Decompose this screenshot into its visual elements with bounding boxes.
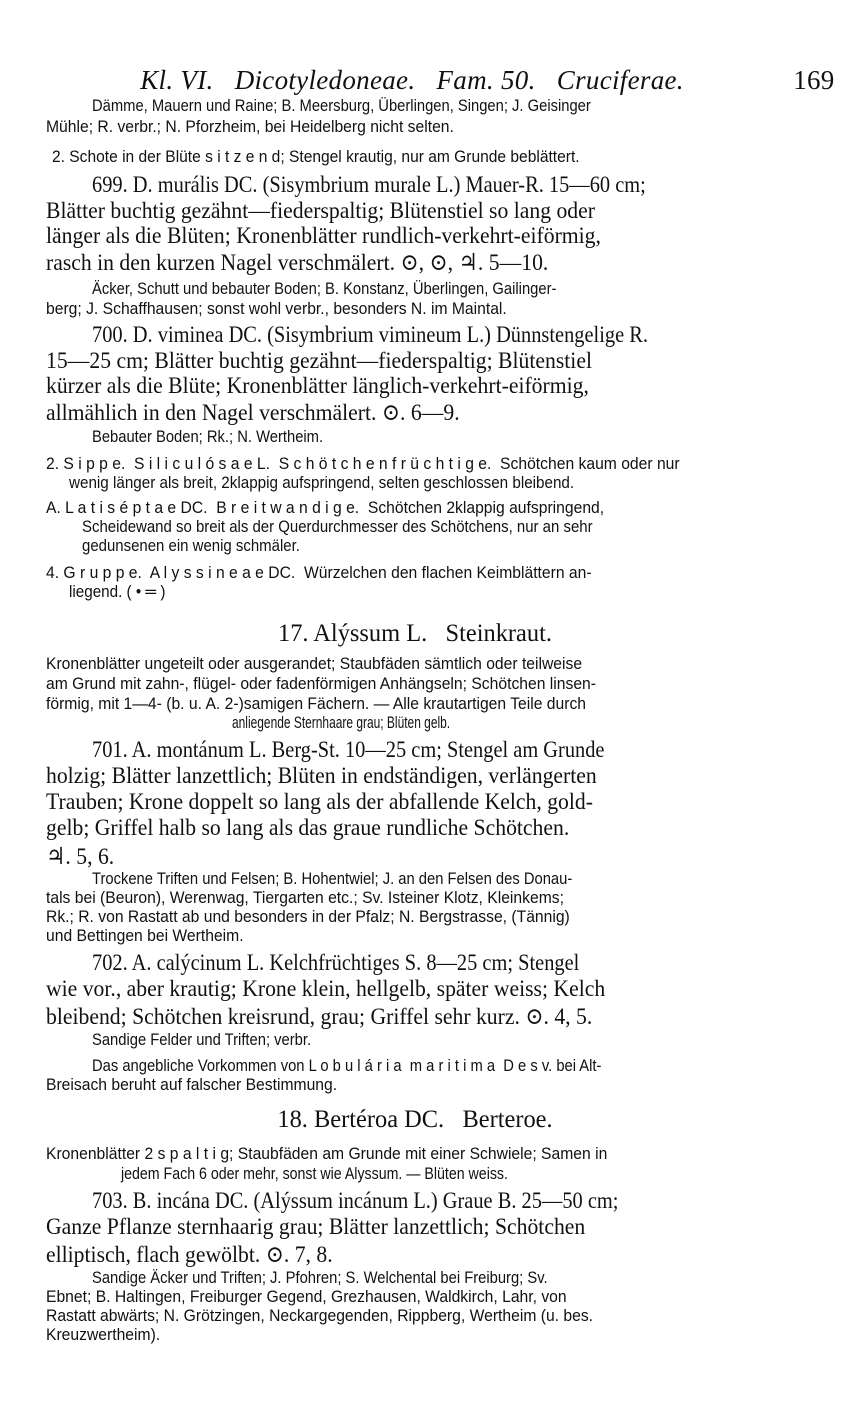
text-line: kürzer als die Blüte; Kronenblätter länglich-verkehrt-eiförmig,	[46, 373, 589, 399]
text-line: elliptisch, flach gewölbt. ⊙. 7, 8.	[46, 1242, 333, 1268]
text-line: anliegende Sternhaare grau; Blüten gelb.	[232, 713, 451, 732]
text-line: 701. A. montánum L. Berg-St. 10—25 cm; Stengel am Grunde	[92, 737, 605, 763]
text-line: Kronenblätter 2 s p a l t i g; Staubfäden am Grunde mit einer Schwiele; Samen in	[46, 1144, 608, 1163]
page-number-text: 169	[793, 65, 835, 95]
text-line: Äcker, Schutt und bebauter Boden; B. Konstanz, Überlingen, Gailinger-	[92, 279, 557, 298]
text-line: Trockene Triften und Felsen; B. Hohentwiel; J. an den Felsen des Donau-	[92, 869, 573, 888]
text-line: 702. A. calýcinum L. Kelchfrüchtiges S. 8—25 cm; Stengel	[92, 950, 580, 976]
text-line: tals bei (Beuron), Werenwag, Tiergarten etc.; Sv. Isteiner Klotz, Kleinkems;	[46, 888, 564, 907]
text-line: Sandige Felder und Triften; verbr.	[92, 1030, 312, 1049]
text-line: Ganze Pflanze sternhaarig grau; Blätter lanzettlich; Schötchen	[46, 1214, 586, 1240]
text-line: 699. D. murális DC. (Sisymbrium murale L.) Mauer-R. 15—60 cm;	[92, 172, 646, 198]
text-line: rasch in den kurzen Nagel verschmälert. ⊙, ⊙, ♃. 5—10.	[46, 250, 549, 276]
text-line: 2. S i p p e. S i l i c u l ó s a e L. S c h ö t c h e n f r ü c h t i g e. Schötchen kaum oder nur	[46, 454, 680, 473]
text-line: liegend. ( • ═ )	[69, 582, 166, 601]
text-line: Breisach beruht auf falscher Bestimmung.	[46, 1075, 338, 1094]
text-line: und Bettingen bei Wertheim.	[46, 926, 244, 945]
text-line: bleibend; Schötchen kreisrund, grau; Griffel sehr kurz. ⊙. 4, 5.	[46, 1004, 593, 1030]
text-line: Scheidewand so breit als der Querdurchmesser des Schötchens, nur an sehr	[82, 517, 593, 536]
text-line: A. L a t i s é p t a e DC. B r e i t w a n d i g e. Schötchen 2klappig aufspringend,	[46, 498, 605, 517]
text-line: länger als die Blüten; Kronenblätter rundlich-verkehrt-eiförmig,	[46, 223, 601, 249]
text-line: 703. B. incána DC. (Alýssum incánum L.) Graue B. 25—50 cm;	[92, 1188, 619, 1214]
text-line: 18. Bertéroa DC. Berteroe.	[277, 1106, 553, 1133]
text-line: Kronenblätter ungeteilt oder ausgerandet; Staubfäden sämtlich oder teilweise	[46, 654, 583, 673]
text-line: wie vor., aber krautig; Krone klein, hellgelb, später weiss; Kelch	[46, 976, 606, 1002]
text-line: Sandige Äcker und Triften; J. Pfohren; S. Welchental bei Freiburg; Sv.	[92, 1268, 548, 1287]
text-line: Rk.; R. von Rastatt ab und besonders in der Pfalz; N. Bergstrasse, (Tännig)	[46, 907, 570, 926]
text-line: Blätter buchtig gezähnt—fiederspaltig; Blütenstiel so lang oder	[46, 198, 595, 224]
text-line: gedunsenen ein wenig schmäler.	[82, 536, 300, 555]
text-line: Das angebliche Vorkommen von L o b u l á r i a m a r i t i m a D e s v. bei Alt-	[92, 1056, 602, 1075]
text-line: Trauben; Krone doppelt so lang als der abfallende Kelch, gold-	[46, 789, 593, 815]
text-line: 2. Schote in der Blüte s i t z e n d; Stengel krautig, nur am Grunde beblättert.	[52, 147, 580, 166]
text-line: berg; J. Schaffhausen; sonst wohl verbr., besonders N. im Maintal.	[46, 299, 507, 318]
text-line: ♃. 5, 6.	[46, 844, 115, 870]
text-line: 15—25 cm; Blätter buchtig gezähnt—fiederspaltig; Blütenstiel	[46, 348, 592, 374]
text-line: 17. Alýssum L. Steinkraut.	[278, 620, 552, 647]
text-line: Rastatt abwärts; N. Grötzingen, Neckargegenden, Rippberg, Wertheim (u. bes.	[46, 1306, 594, 1325]
text-line: Kreuzwertheim).	[46, 1325, 161, 1344]
text-line: jedem Fach 6 oder mehr, sonst wie Alyssum. — Blüten weiss.	[121, 1164, 508, 1183]
text-line: 700. D. viminea DC. (Sisymbrium vimineum L.) Dünnstengelige R.	[92, 322, 648, 348]
text-line: 4. G r u p p e. A l y s s i n e a e DC. Würzelchen den flachen Keimblättern an-	[46, 563, 592, 582]
text-line: gelb; Griffel halb so lang als das graue rundliche Schötchen.	[46, 815, 570, 841]
text-line: allmählich in den Nagel verschmälert. ⊙. 6—9.	[46, 400, 460, 426]
text-line: am Grund mit zahn-, flügel- oder fadenförmigen Anhängseln; Schötchen linsen-	[46, 674, 596, 693]
text-line: förmig, mit 1—4- (b. u. A. 2-)samigen Fächern. — Alle krautartigen Teile durch	[46, 694, 587, 713]
text-line: Mühle; R. verbr.; N. Pforzheim, bei Heidelberg nicht selten.	[46, 117, 454, 136]
text-line: holzig; Blätter lanzettlich; Blüten in endständigen, verlängerten	[46, 763, 597, 789]
text-line: wenig länger als breit, 2klappig aufspringend, selten geschlossen bleibend.	[69, 473, 575, 492]
text-line: Dämme, Mauern und Raine; B. Meersburg, Überlingen, Singen; J. Geisinger	[92, 96, 591, 115]
header-title: Kl. VI. Dicotyledoneae. Fam. 50. Cruciferae.	[140, 65, 684, 95]
text-line: Ebnet; B. Haltingen, Freiburger Gegend, Grezhausen, Waldkirch, Lahr, von	[46, 1287, 567, 1306]
text-line: Bebauter Boden; Rk.; N. Wertheim.	[92, 427, 324, 446]
